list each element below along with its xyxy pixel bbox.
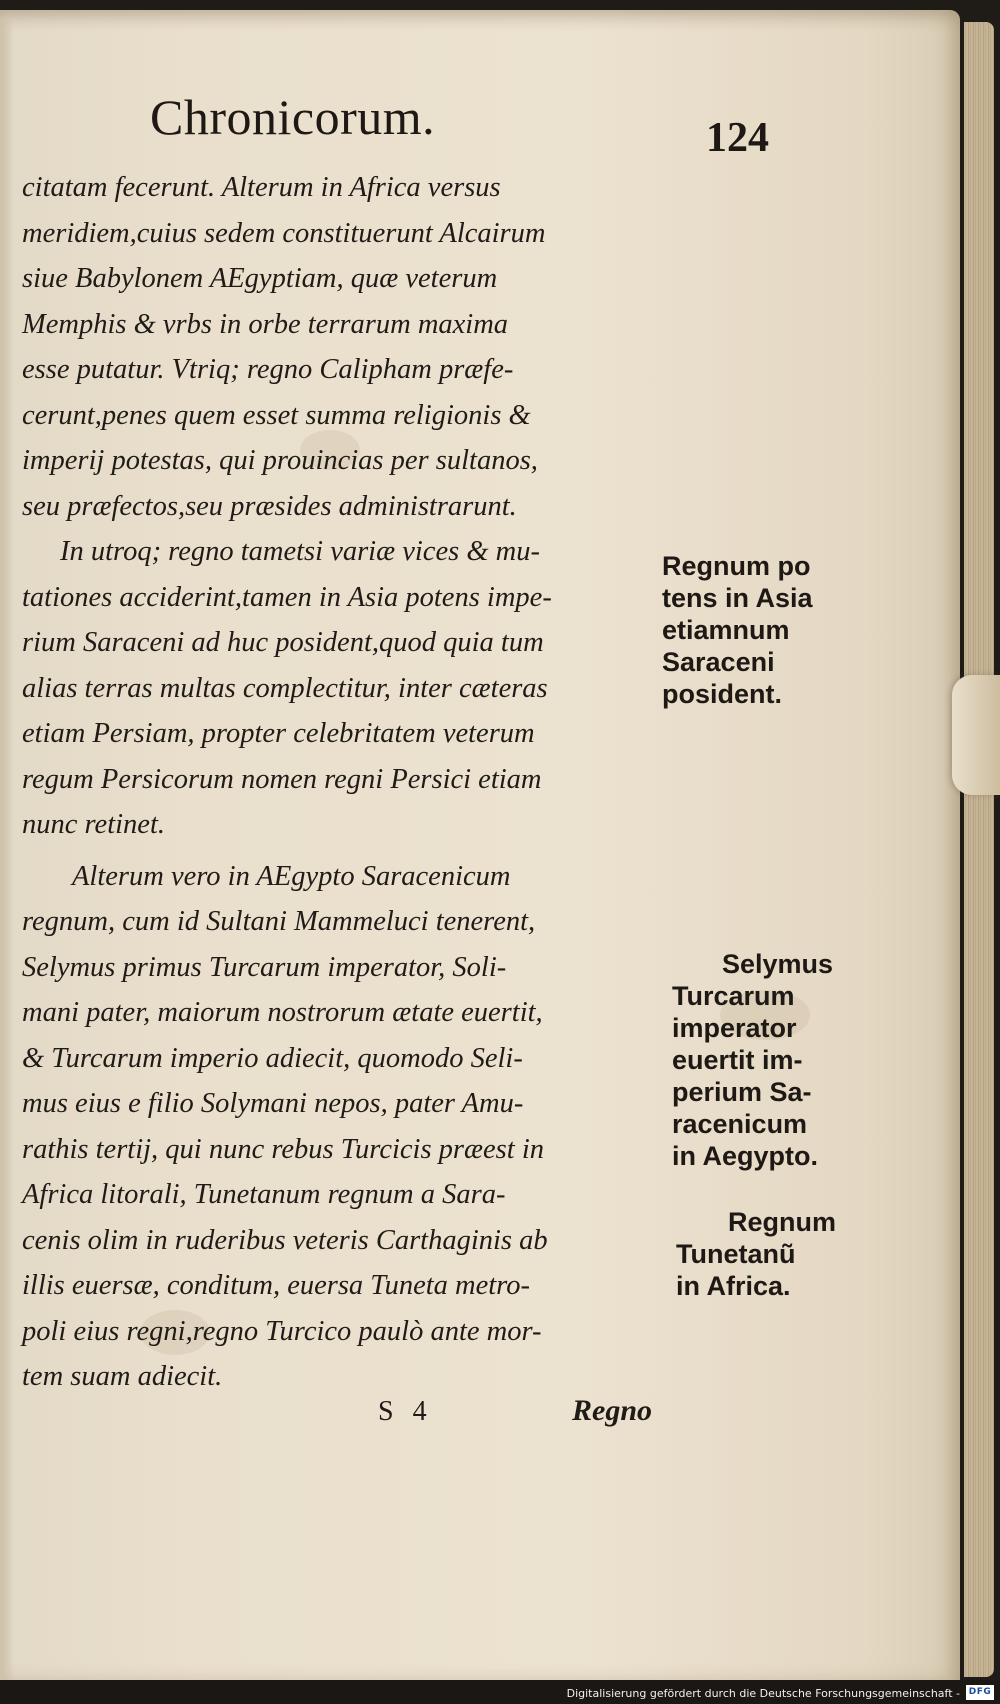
margin-note-line: in Aegypto. xyxy=(672,1141,818,1171)
text-line: Selymus primus Turcarum imperator, Soli- xyxy=(22,951,507,983)
margin-note-line: Regnum xyxy=(728,1207,836,1237)
book-page xyxy=(0,10,960,1682)
text-line: Africa litorali, Tunetanum regnum a Sara- xyxy=(22,1179,506,1210)
text-line: nunc retinet. xyxy=(22,809,165,840)
text-line: alias terras multas complectitur, inter cæteras xyxy=(22,672,548,704)
text-line: imperij potestas, qui prouincias per sultanos, xyxy=(22,445,538,476)
page-number: 124 xyxy=(706,115,769,161)
text-line: rium Saraceni ad huc posident,quod quia tum xyxy=(22,627,544,658)
margin-note-line: Tunetanũ xyxy=(676,1239,796,1269)
text-line: etiam Persiam, propter celebritatem veterum xyxy=(22,718,535,749)
text-line: meridiem,cuius sedem constituerunt Alcairum xyxy=(22,217,546,249)
page-tab xyxy=(952,675,1000,795)
text-line: Alterum vero in AEgypto Saracenicum xyxy=(72,860,511,892)
running-head-title: Chronicorum. xyxy=(150,89,436,145)
margin-note-asia xyxy=(662,550,813,710)
text-line: cerunt,penes quem esset summa religionis & xyxy=(22,399,531,431)
text-line: tem suam adiecit. xyxy=(22,1361,223,1392)
digitization-credit: Digitalisierung gefördert durch die Deutsche Forschungsgemeinschaft - xyxy=(566,1687,960,1700)
main-text-block xyxy=(22,165,662,1400)
text-line: citatam fecerunt. Alterum in Africa versus xyxy=(22,172,501,203)
text-line: illis euersæ, conditum, euersa Tuneta metro- xyxy=(22,1270,530,1301)
margin-note-line: imperator xyxy=(672,1013,797,1043)
gutter-shadow xyxy=(0,20,14,1692)
text-line: Memphis & vrbs in orbe terrarum maxima xyxy=(22,308,509,340)
text-line: rathis tertij, qui nunc rebus Turcicis præest in xyxy=(22,1133,544,1165)
text-line: seu præfectos,seu præsides administrarunt. xyxy=(22,490,517,522)
text-line: regnum, cum id Sultani Mammeluci tenerent, xyxy=(22,906,536,937)
margin-note-line: Turcarum xyxy=(672,981,795,1011)
text-line: siue Babylonem AEgyptiam, quæ veterum xyxy=(22,263,498,294)
catchword: Regno xyxy=(572,1394,653,1427)
text-line: tationes acciderint,tamen in Asia potens impe- xyxy=(22,581,552,613)
margin-note-line: perium Sa- xyxy=(672,1077,812,1107)
text-line: mani pater, maiorum nostrorum ætate euertit, xyxy=(22,997,543,1028)
margin-note-line: etiamnum xyxy=(662,615,790,645)
dfg-logo-icon: DFG xyxy=(966,1685,994,1700)
margin-note-selymus xyxy=(672,948,833,1172)
text-line: cenis olim in ruderibus veteris Carthaginis ab xyxy=(22,1224,548,1256)
margin-note-line: Saraceni xyxy=(662,647,775,677)
margin-note-line: racenicum xyxy=(672,1109,808,1139)
margin-note-line: Selymus xyxy=(722,949,834,979)
margin-note-line: tens in Asia xyxy=(662,583,813,613)
margin-note-line: Regnum po xyxy=(662,551,811,581)
text-line: esse putatur. Vtriq; regno Calipham præfe- xyxy=(22,354,514,385)
text-line: regum Persicorum nomen regni Persici etiam xyxy=(22,763,542,795)
margin-note-line: in Africa. xyxy=(676,1271,791,1301)
margin-note-tunis xyxy=(676,1206,836,1302)
margin-note-line: euertit im- xyxy=(672,1045,803,1075)
text-line: poli eius regni,regno Turcico paulò ante mor- xyxy=(22,1315,542,1347)
text-line: mus eius e filio Solymani nepos, pater Amu- xyxy=(22,1088,524,1119)
margin-note-line: posident. xyxy=(662,679,782,709)
footer-bar xyxy=(0,1680,1000,1704)
book-fore-edge xyxy=(964,22,994,1677)
text-line: In utroq; regno tametsi variæ vices & mu- xyxy=(60,536,540,567)
text-line: & Turcarum imperio adiecit, quomodo Seli- xyxy=(22,1042,523,1074)
signature-mark: S 4 xyxy=(378,1396,433,1427)
